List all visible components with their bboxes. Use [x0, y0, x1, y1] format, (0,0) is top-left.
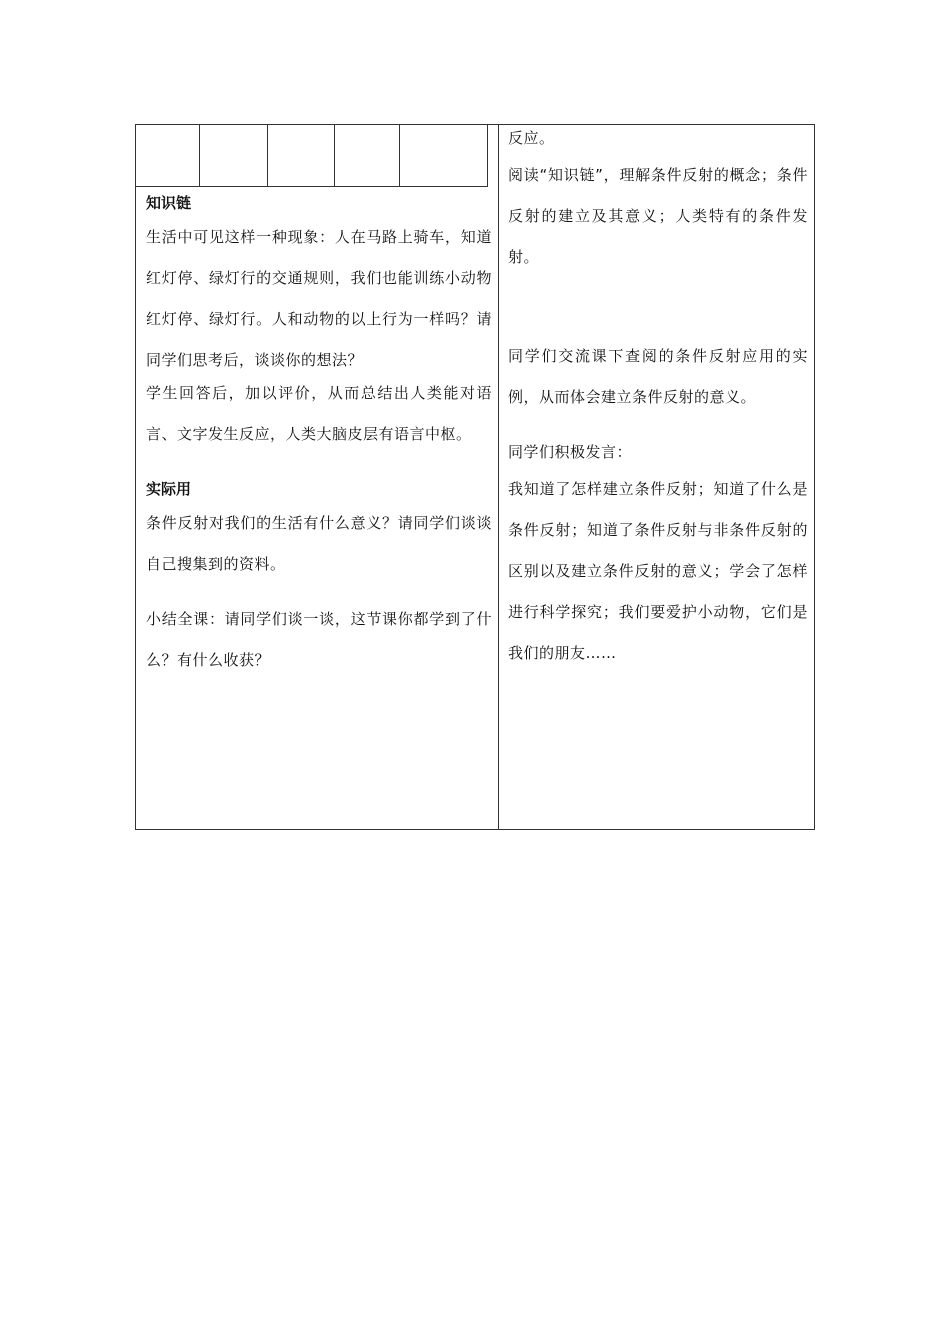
knowledge-chain-paragraph: 生活中可见这样一种现象：人在马路上骑车，知道红灯停、绿灯行的交通规则，我们也能训练小动物红灯停、绿灯行。人和动物的以上行为一样吗？请同学们思考后，谈谈你的想法？	[146, 228, 492, 369]
summary-paragraph: 小结全课：请同学们谈一谈，这节课你都学到了什么？有什么收获？	[146, 610, 492, 669]
reaction-line: 反应。	[508, 129, 555, 147]
reading-paragraph: 阅读“知识链”，理解条件反射的概念；条件反射的建立及其意义；人类特有的条件发射。	[508, 166, 808, 266]
exchange-paragraph: 同学们交流课下查阅的条件反射应用的实例，从而体会建立条件反射的意义。	[508, 347, 808, 406]
cell-divider	[199, 125, 200, 186]
teacher-activity-column	[146, 191, 492, 681]
student-activity-column	[508, 125, 808, 674]
speak-paragraph: 我知道了怎样建立条件反射；知道了什么是条件反射；知道了条件反射与非条件反射的区别以及建立条件反射的意义；学会了怎样进行科学探究；我们要爱护小动物，它们是我们的朋友……	[508, 480, 808, 662]
cell-divider	[267, 125, 268, 186]
section-heading-knowledge-chain: 知识链	[146, 194, 192, 212]
cell-divider	[399, 125, 400, 186]
cell-divider	[334, 125, 335, 186]
lesson-table	[135, 124, 815, 830]
practical-use-paragraph: 条件反射对我们的生活有什么意义？请同学们谈谈自己搜集到的资料。	[146, 514, 492, 573]
knowledge-chain-followup: 学生回答后，加以评价，从而总结出人类能对语言、文字发生反应，人类大脑皮层有语言中枢。	[146, 384, 492, 443]
section-heading-practical-use: 实际用	[146, 480, 192, 498]
speak-intro: 同学们积极发言：	[508, 443, 633, 461]
column-divider	[498, 125, 499, 829]
empty-cell-row	[136, 125, 488, 187]
